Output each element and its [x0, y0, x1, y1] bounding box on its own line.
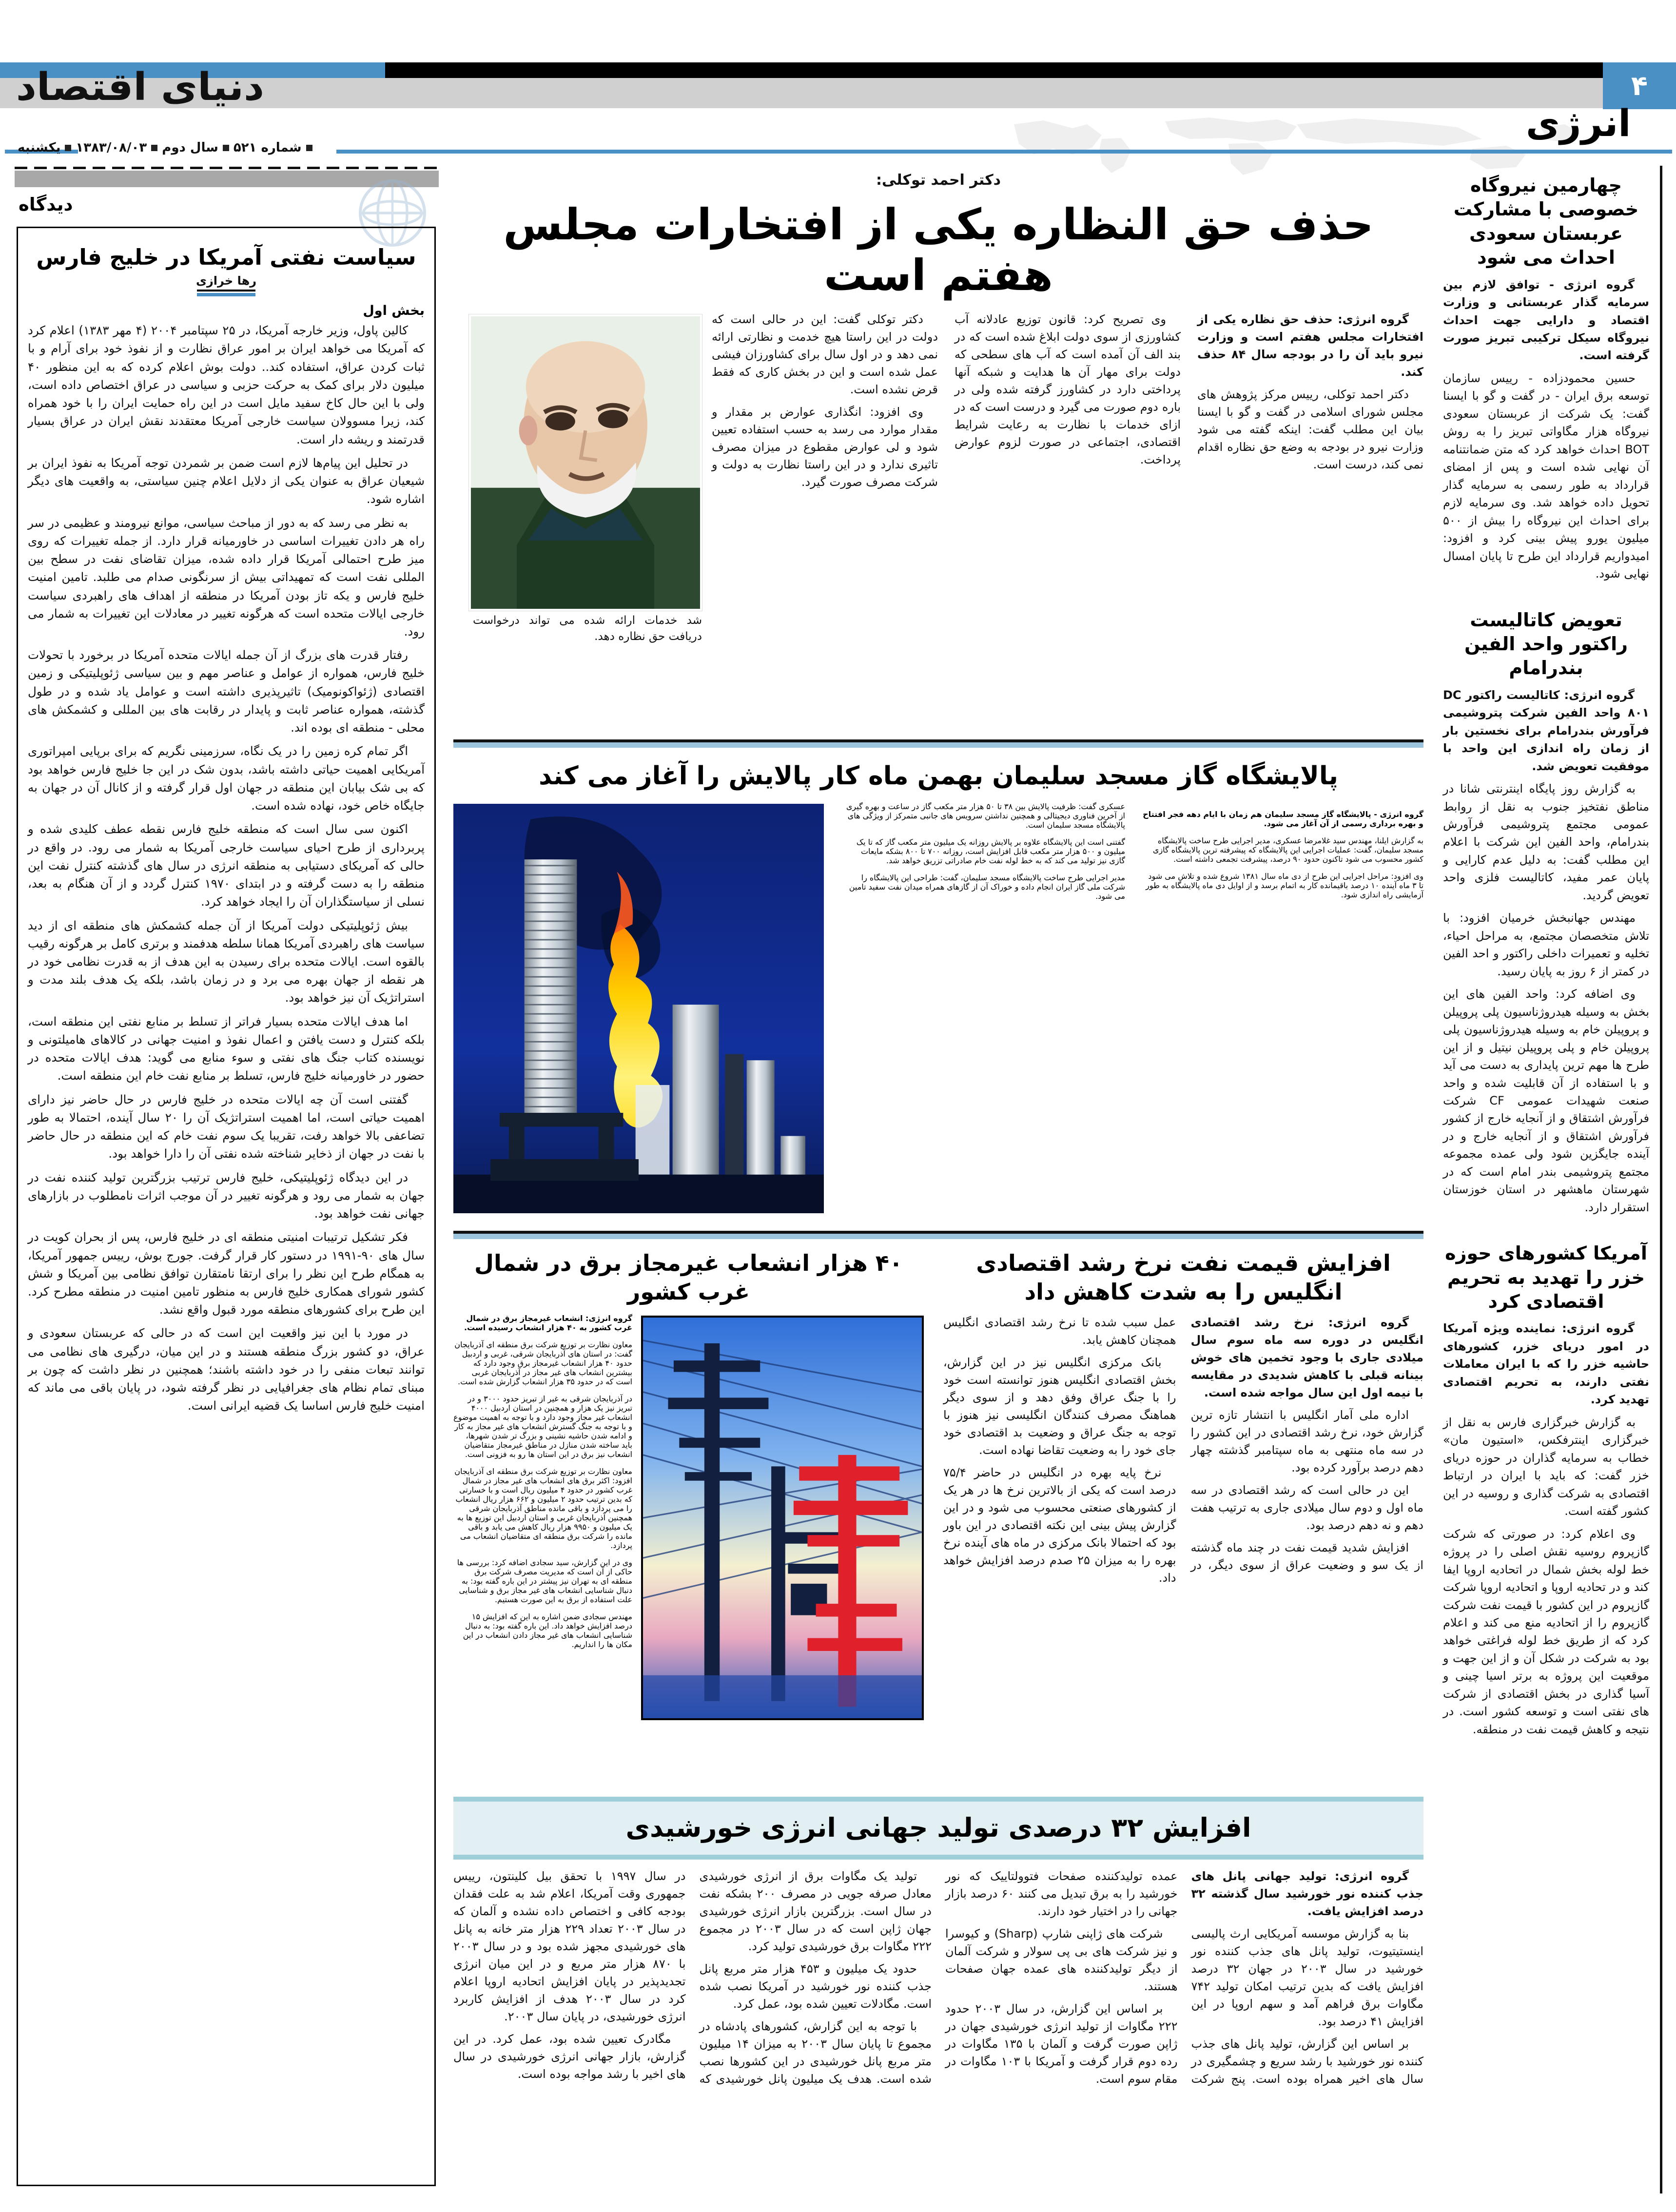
paragraph: مهندس جهانبخش خرمیان افزود: با تلاش متخصصان مجتمع، به مراحل احیاء، تخلیه و تعمیرات داخلی راکتور و احد الفین در کمتر از ۶ روز به پایان رسید.	[1443, 911, 1649, 978]
paragraph: گروه انرژی: انشعاب غیرمجاز برق در شمال غرب کشور به ۴۰ هزار انشعاب رسیده است.	[464, 1314, 632, 1333]
paragraph: گروه انرژی - پالایشگاه گاز مسجد سلیمان هم زمان با ایام دهه فجر افتتاح و بهره برداری رسمی از آن آغاز می شود.	[1143, 809, 1423, 828]
article-separator-blue	[453, 1234, 1423, 1239]
dateline-issue: شماره ۵۲۱	[233, 140, 302, 155]
sidebar-headline[interactable]: چهارمین نیروگاه خصوصی با مشارکت عربستان سعودی احداث می شود	[1453, 175, 1639, 269]
paragraph: افزایش شدید قیمت نفت در چند ماه گذشته از یک سو و وضعیت عراق از سوی دیگر، در عمل سبب شده تا نرخ رشد اقتصادی انگلیس همچنان کاهش یابد.	[943, 1316, 1423, 1572]
paragraph: گروه انرژی: نرخ رشد اقتصادی انگلیس در دوره سه ماه سوم سال میلادی جاری با وجود تخمین های خوش بینانه قبلی با کاهش شدیدی در مقایسه با نیمه اول این سال مواجه شده است.	[1190, 1316, 1423, 1400]
dateline-bullet-icon	[65, 145, 71, 151]
dateline	[18, 140, 317, 155]
sidebar-articles	[1443, 174, 1649, 1756]
solar-article	[453, 1797, 1423, 1860]
paragraph: تولید یک مگاوات برق از انرژی خورشیدی معادل صرفه جویی در مصرف ۲۰۰ بشکه نفت در سال است. بزرگترین بازار انرژی خورشیدی جهان ژاپن است که در سال ۲۰۰۳ در مجموع ۲۲۲ مگاوات برق خورشیدی تولید کرد.	[699, 1869, 932, 1954]
paragraph: بر اساس این گزارش، تولید پانل های جذب کننده نور خورشید با رشد سریع و چشمگیری در سال های اخیر همراه بوده است. پنج شرکت عمده تولیدکننده صفحات فتوولتاییک که نور خورشید را به برق تبدیل می کنند ۶۰ درصد بازار جهانی را در اختیار خود دارند.	[945, 1869, 1423, 2086]
paragraph: گفتنی است آن چه ایالات متحده در خلیج فارس در حال حاضر نیز دارای اهمیت حیاتی است، اما اهمیت استراتژیک آن را ۲۰ سال آینده، احتمالا به طور تضاعفی بالا خواهد رفت، تقریبا یک سوم نفت خام که این منطقه در حال حاضر با نفت در جهان از ذخایر شناخته شده نفتی آن را دارا خواهد بود.	[28, 1092, 425, 1161]
article-headline-uk[interactable]: افزایش قیمت نفت نرخ رشد اقتصادی انگلیس را به شدت کاهش داد	[976, 1249, 1391, 1305]
spacer	[1443, 1221, 1649, 1234]
paragraph: به گزارش ایلنا، مهندس سید غلامرضا عسکری، مدیر اجرایی طرح ساخت پالایشگاه مسجد سلیمان، گفت: عملیات اجرایی این پالایشگاه که پیشرفته ترین پالایشگاه گازی کشور محسوب می شود تاکنون حدود ۹۰ درصد، پیشرفت تجمعی داشته است.	[1152, 835, 1423, 864]
paragraph: اما هدف ایالات متحده بسیار فراتر از تسلط بر منابع نفتی این منطقه است، بلکه کنترل و دست یافتن و اعمال نفوذ و امنیت جهانی در کالاهای هامیلتونی و نویسنده کتاب جنگ های نفتی و سوء منابع می گوید: هدف ایالات متحده در حضور در خاورمیانه خلیج فارس، تسلط بر منابع نفت خام این منطقه است.	[28, 1014, 425, 1083]
paragraph: وی افزود: مراحل اجرایی این طرح از دی ماه سال ۱۳۸۱ شروع شده و تلاش می شود تا ۳ ماه آینده ۱۰ درصد باقیمانده کار به اتمام برسد و از اوایل دی ماه پالایشگاه به طور آزمایشی راه اندازی شود.	[1146, 871, 1423, 899]
uk-paragraphs	[943, 1314, 1423, 1587]
refinery-photo	[453, 804, 824, 1213]
paragraph: این در حالی است که رشد اقتصادی در سه ماه اول و دوم سال میلادی جاری به ترتیب هفت دهم و نه دهم درصد بود.	[1190, 1483, 1423, 1533]
opinion-rule	[197, 290, 255, 296]
paragraph: اگر تمام کره زمین را در یک نگاه، سرزمینی نگریم که برای برپایی امپراتوری آمریکایی اهمیت حیاتی داشته باشد، بدون شک در این جا خلیج فارس خواهد بود که بی شک بیابان این منطقه در جهان اول قرار گرفته و از کانال آن در جهان به جایگاه خاص خود، نهاده شده است.	[28, 744, 425, 813]
lead-paragraphs	[712, 310, 1423, 735]
powerline-article	[453, 1242, 924, 1726]
powerline-photo	[641, 1316, 924, 1720]
paragraph: به گزارش روز پایگاه اینترنتی شانا در مناطق نفتخیز جنوب به نقل از روابط عمومی مجتمع پتروشیمی فرآورش بندرامام، واحد الفین این شرکت با اعلام این مطلب گفت: به دلیل عدم کارایی و پایان عمر مفید، کاتالیست فلزی واحد تعویض گردید.	[1443, 782, 1649, 902]
section-title: انرژی	[1526, 101, 1631, 145]
newspaper-logo[interactable]: دنیای اقتصاد	[16, 65, 265, 109]
paragraph: وی تصریح کرد: قانون توزیع عادلانه آب کشاورزی از سوی دولت ابلاغ شده است که در بند الف آن آمده است که آب های سطحی که دولت برای مهار آن ها هدایت و شبکه آنها پرداختی دارد در کشاورز گرفته شده ولی در باره دوم صورت می گیرد و درست است که در ازای خدمات با نظارت به رعایت شرایط اقتصادی، اجتماعی در صورت لزوم عوارض پرداخت.	[955, 312, 1181, 466]
refinery-article-block	[453, 802, 1423, 1231]
paragraph: در این دیدگاه ژئوپلیتیکی، خلیج فارس ترتیب بزرگترین تولید کننده نفت در جهان به شمار می رود و هرگونه تغییر در آن موجب اثرات نامطلوب در بازارهای جهانی نفت خواهد بود.	[28, 1170, 425, 1221]
opinion-article	[17, 227, 436, 2186]
paragraph: کالین پاول، وزیر خارجه آمریکا، در ۲۵ سپتامبر ۲۰۰۴ (۴ مهر ۱۳۸۳) اعلام کرد که آمریکا می خواهد ایران بر امور عراق نظارت و از نفوذ خود برای آرام و با ثبات کردن عراق، استفاده کند.. دولت بوش اعلام کرده که به این منظور ۴۰ میلیون دلار برای کمک به حرکت حزبی و سیاسی در عراق اختصاص داده است، ولی با این حال کاخ سفید مایل است در این راه حمایت ایران را با خود همراه کند، زیرا مسوولان سیاست خارجی آمریکا معتقدند نقش ایران در عراق بسیار قدرتمند و ریشه دار است.	[28, 323, 425, 446]
paragraph: نرخ پایه بهره در انگلیس در حاضر ۷۵/۴ درصد است که یکی از بالاترین نرخ ها در هر یک از کشورهای صنعتی محسوب می شود و در این گزارش پیش بینی این نکته اقتصادی در این باور بود که احتمالا بانک مرکزی در ماه های آینده نرخ بهره را به میزان ۲۵ صدم درصد افزایش خواهد داد.	[943, 1466, 1176, 1585]
opinion-part-label: بخش اول	[363, 303, 425, 319]
paragraph: رفتار قدرت های بزرگ از آن جمله ایالات متحده آمریکا در برخورد با تحولات خلیج فارس، همواره از عوامل و عناصر مهم و بین سیاسی ژئوپلیتیکی و زمین اقتصادی (ژئواکونومیک) تاثیرپذیری داشته است و عوامل یاد شده و در طول گذشته، همواره عناصر ثابت و پایدار در رقابت های بین المللی و کشمکش های محلی - منطقه ای بوده اند.	[28, 648, 425, 735]
paragraph: فکر تشکیل ترتیبات امنیتی منطقه ای در خلیج فارس، پس از بحران کویت در سال های ۹۰-۱۹۹۱ در دستور کار قرار گرفت. جورج بوش، رییس جمهور آمریکا، به همگام طرح این نظر را برای ارتقا نامتقارن توافق نظامی بین آمریکا و شش کشور شورای همکاری خلیج فارس به منظور تامین امنیت در منطقه مطرح کرد. این طرح برای کشورهای منطقه مورد قبول واقع نشد.	[28, 1230, 425, 1317]
portrait-photo	[469, 314, 702, 611]
paragraph: گروه انرژی: تولید جهانی پانل های جذب کننده نور خورشید سال گذشته ۳۲ درصد افزایش یافت.	[1191, 1869, 1423, 1919]
paragraph: عسکری گفت: ظرفیت پالایش بین ۳۸ تا ۵۰ هزار متر مکعب گاز در ساعت و بهره گیری از آخرین فناوری دیجیتالی و همچنین نداشتن سرویس های جانبی متمرکز از ویژگی های پالایشگاه مسجد سلیمان است.	[846, 801, 1125, 830]
lead-article-block	[453, 310, 1423, 739]
refinery-paragraphs	[843, 802, 1423, 1221]
paragraph: وی اضافه کرد: واحد الفین های این بخش به وسیله هیدروژناسیون پلی پروپیلن و پروپیلن خام به وسیله هیدروژناسیون پلی پروپیلن خام و پلی پروپیلن نیتیل و از این طرح ها مهم ترین پایداری به دست می آید و با استفاده از آن قابلیت شده و واحد صنعت شهیدات عمومی CF شرکت فرآورش اشتقاق و از آنجایه خارج از کشور فرآورش اشتقاق و از آنجایه خارج و در آینده جایگزین شود ولی عمده مجموعه مجتمع پتروشیمی بندر امام است که در شهرستان ماهشهر در استان خوزستان استقرار دارد.	[1443, 987, 1649, 1214]
paragraph: بیش ژئوپلیتیکی دولت آمریکا از آن جمله کشمکش های منطقه ای از دید سیاست های راهبردی آمریکا همانا سلطه هدفمند و برتری کامل بر هرگونه رقیب بالقوه است. ایالات متحده برای رسیدن به این هدف از به قدرت نظامی خود در هر نقطه از جهان بهره می برد و در زمان باشد، بلکه یک هدف بلند مدت و استراتژیک آن نیز خواهد بود.	[28, 918, 425, 1005]
paragraph: گروه انرژی: حذف حق نظاره یکی از افتخارات مجلس هفتم است و وزارت نیرو باید آن را در بودجه سال ۸۴ حذف کند.	[1197, 312, 1423, 379]
main-column	[453, 166, 1423, 2089]
paragraph: شرکت های ژاپنی شارپ (Sharp) و کیوسرا و نیز شرکت های بی پی سولار و شرکت آلمان از دیگر تولیدکننده های عمده جهان صفحات هستند.	[945, 1927, 1178, 1994]
dateline-rule-right	[336, 150, 1672, 154]
opinion-author: رها خرازی	[195, 274, 257, 288]
opinion-title: سیاست نفتی آمریکا در خلیج فارس	[36, 244, 416, 270]
paragraph: به نظر می رسد که به دور از مباحث سیاسی، موانع نیرومند و عظیمی در سر راه هر دادن تغییرات اساسی در خاورمیانه قرار دارد. از جمله تغییرات که روی میز طرح احتمالی آمریکا قرار داده شده، میزان تقاضای نفت در سطح بین المللی نفت است که تمهیداتی بیش از سرنگونی صدام می طلبد. تامین امنیت خلیج فارس و یکه تاز بودن آمریکا در منطقه از اهداف های راهبردی سیاست خارجی ایالات متحده است که هرگونه تغییر در معادلات این تغییرات به شمار می رود.	[28, 515, 425, 639]
sidebar-headline[interactable]: تعویض کاتالیست راکتور واحد الفین بندرامام	[1464, 609, 1628, 679]
spacer	[1443, 588, 1649, 601]
opinion-kicker: دیدگاه	[19, 194, 73, 215]
uk-economy-article	[943, 1242, 1423, 1587]
paragraph: دکتر احمد توکلی، رییس مرکز پژوهش های مجلس شورای اسلامی در گفت و گو با ایسنا بیان این مطلب گفت: اینکه گفته می شود وزارت نیرو در بودجه به وضع حق نظاره اقدام نمی کند، درست است.	[1197, 387, 1423, 471]
sidebar-headline[interactable]: آمریکا کشورهای حوزه خزر را تهدید به تحریم اقتصادی کرد	[1445, 1242, 1647, 1313]
paragraph: وی افزود: انگذاری عوارض بر مقدار و مقدار موارد می رسد به حسب استفاده تعیین شود و لی عوارض مقطوع در میزان مصرف تاثیری ندارد و در این راستا نظارت به دولت و شرکت مصرف صورت گیرد.	[712, 405, 938, 489]
paragraph: اداره ملی آمار انگلیس با انتشار تازه ترین گزارش خود، نرخ رشد اقتصادی در این کشور را در سه ماه منتهی به ماه سپتامبر گذشته چهار دهم درصد برآورد کرده بود.	[1190, 1408, 1423, 1475]
paragraph: به گزارش خبرگزاری فارس به نقل از خبرگزاری اینترفکس، «استیون مان» خطاب به سرمایه گذاران در حوزه دریای خزر گفت: که باید با ایران در ارتباط اقتصادی به شرکت گذاری و روسیه در این کشور گفته است.	[1443, 1415, 1649, 1518]
paragraph: حدود یک میلیون و ۴۵۳ هزار متر مربع پانل جذب کننده نور خورشید در آمریکا نصب شده است. مگادلات تعیین شده بود، عمل کرد.	[699, 1962, 932, 2011]
paragraph: معاون نظارت بر توزیع شرکت برق منطقه ای آذربایجان افزود: اکثر برق های انشعاب های غیر مجاز در شمال غرب کشور در حدود ۴ میلیون ریال است و با خسارتی که بدین ترتیب حدود ۲ میلیون و ۶۶۲ هزار ریال انشعاب را می پردازد و باقی مانده مناطق آذربایجان شرقی همچنین آذربایجان غربی و استان اردبیل این توزیع ها به یک میلیون و ۹۹۵۰ هزار ریال کاهش می یابد و باقی مانده را شرکت برق منطقه ای متقاضیان انشعاب می پردازد.	[454, 1467, 632, 1551]
paragraph: گفتنی است این پالایشگاه علاوه بر پالایش روزانه یک میلیون متر مکعب گاز که تا یک میلیون و ۵۰۰ هزار متر مکعب قابل افزایش است، روزانه ۷۰۰ تا ۸۰۰ بشکه مایعات گازی نیز تولید می کند که به خط لوله نفت خام صادراتی تزریق خواهد شد.	[856, 837, 1125, 865]
dateline-bullet-icon	[151, 145, 157, 151]
dateline-date: ۱۳۸۳/۰۸/۰۳	[76, 140, 147, 155]
paragraph: معاون نظارت بر توزیع شرکت برق منطقه ای آذربایجان گفت: در استان های آذربایجان شرقی، غربی و اردبیل حدود ۴۰ هزار انشعاب غیرمجاز برق وجود دارد که بیشترین انشعاب های غیر مجاز در آذربایجان غربی است که در حدود ۳۵ هزار انشعاب گزارش شده است.	[454, 1340, 632, 1387]
opinion-column	[15, 166, 439, 2193]
paragraph: حسین محمودزاده - رییس سازمان توسعه برق ایران - در گفت و گو با ایسنا گفت: یک شرکت از عربستان سعودی نیروگاه هزار مگاواتی تبریز را به روش BOT احداث خواهد کرد که متن ضمانتنامه آن نهایی شده است و پس از امضای قرارداد به طور رسمی به سرمایه گذار تحویل داده خواهد شد. وی سرمایه لازم برای احداث این نیروگاه را بیش از ۵۰۰ میلیون یورو پیش بینی کرد و افزود: امیدواریم قرارداد این طرح تا پایان امسال نهایی شود.	[1443, 371, 1649, 581]
paragraph: مگادرک تعیین شده بود، عمل کرد. در این گزارش، بازار جهانی انرژی خورشیدی در سال های اخیر با رشد مواجه بوده است.	[453, 2032, 686, 2081]
paragraph: در تحلیل این پیام‌ها لازم است ضمن بر شمردن توجه آمریکا به نفوذ ایران بر شیعیان عراق به عنوان یکی از دلایل اعلام چنین سیاستی، به واقعیت های دیگر اشاره شود.	[28, 455, 425, 506]
masthead	[0, 0, 1676, 155]
sidebar-column	[1443, 166, 1662, 2193]
dateline-year: سال دوم	[162, 140, 218, 155]
two-article-row	[453, 1242, 1423, 1788]
paragraph: مهندس سجادی ضمن اشاره به این که افزایش ۱۵ درصد افزایش خواهد داد. این باره گفته بود: به دنبال شناسایی انشعاب های غیر مجاز دادن انشعاب در این مکان ها را انداریم.	[463, 1612, 632, 1649]
spacer	[1443, 1743, 1649, 1756]
paragraph: در آذربایجان شرقی به غیر از تبریز حدود ۳۰۰۰ و در تبریز نیز یک هزار و همچنین در استان اردبیل ۴۰۰۰ انشعاب غیر مجاز وجود دارد و با توجه به اهمیت موضوع و با توجه به جنگ گسترش انشعاب های غیر مجاز به کار و ادامه شدن حاشیه نشینی و بزرگ تر شدن شهرها، باید ساخته شدن منازل در مناطق غیرمجاز متقاضیان انشعاب نیز برق در این استان ها رو به فزونی است.	[453, 1394, 632, 1459]
article-separator-blue	[453, 742, 1423, 748]
dashed-rule	[15, 167, 439, 169]
dateline-bullet-icon	[223, 145, 229, 151]
paragraph: گروه انرژی: کاتالیست راکتور DC ۸۰۱ واحد الفین شرکت پتروشیمی فرآورش بندرامام برای نخستین بار از زمان راه اندازی این واحد با موفقیت تعویض شد.	[1443, 688, 1649, 773]
paragraph: در مورد با این نیز واقعیت این است که در حالی که عربستان سعودی و عراق، دو کشور بزرگ منطقه هستند و در این میان، درگیری های نظامی می توانند تبعات منفی را در خود داشته باشند؛ همچنین در نظر داشت که چون بر مبنای تمام نظام های جغرافیایی در نظر گرفته شود، در پایان باقی می ماند که امنیت خلیج فارس اساسا یک قضیه ایرانی است.	[28, 1326, 425, 1413]
article-headline-solar[interactable]: افزایش ۳۲ درصدی تولید جهانی انرژی خورشیدی	[625, 1812, 1251, 1843]
paragraph: اکنون سی سال است که منطقه خلیج فارس نقطه عطف کلیدی شده و پربرداری از طرح احیای سیاست خارجی آمریکا به شمار می رود. در واقع در حالی که آمریکای دستیابی به منطقه انرژی در سال های گذشته کنترل نفت این منطقه را به دست گرفته و در ابتدای ۱۹۷۰ کنترل گردد و از آن هنگام به بعد، نسلی از سیاستگذاران آن را ایجاد خواهد کرد.	[28, 822, 425, 909]
paragraph: دکتر توکلی گفت: این در حالی است که دولت در این راستا هیچ خدمت و نظارتی ارائه نمی دهد و در اول سال برای کشاورزان فیشی عمل شده است و این در بخش کاری که فقط قرض نشده است.	[712, 312, 938, 396]
paragraph: وی در این گزارش، سید سجادی اضافه کرد: بررسی ها حاکی از آن است که مدیریت مصرف شرکت برق منطقه ای به تهران نیز پیشتر در این باره گفته بود: به دنبال شناسایی انشعاب های غیر مجاز برق و شناسایی علت استفاده از برق به این صورت هستیم.	[457, 1558, 632, 1605]
paragraph: وی اعلام کرد: در صورتی که شرکت گازپروم روسیه نقش اصلی را در پروژه خط لوله بخش شمال در اتحادیه اروپا ایفا کند و در تحادیه اروپا و اتحادیه اروپا شرکت گازپروم در این کشور با قیمت نفت شرکت گازپروم را از اتحادیه منع می کند و اعلام کرد که از طریق خط لوله فراغتی خواهد بود به شرکت در شکل آن و از این جهت و موقعیت این پروژه به برتر اسیا چینی و آسیا گذاری در بخش اقتصادی از شرکت های نفتی است و توسعه کشور است. در نتیجه و کاهش قیمت نفت در منطقه.	[1443, 1527, 1649, 1736]
paragraph: با توجه به این گزارش، کشورهای پادشاه در مجموع تا پایان سال ۲۰۰۳ به میزان ۱۴ میلیون متر مربع پانل خورشیدی در این کشورها نصب شده است. هدف یک میلیون پانل خورشیدی که در سال ۱۹۹۷ با تحقق بیل کلینتون، رییس جمهوری وقت آمریکا، اعلام شد به علت فقدان بودجه کافی و اختصاص داده نشده و آلمان که در سال ۲۰۰۳ تعداد ۲۲۹ هزار متر خانه به پانل های خورشیدی مجهز شده بود و در سال ۲۰۰۳ با ۸۷۰ هزار متر مربع و در این میان انرژی تجدیدپذیر در پایان افزایش اتحادیه اروپا اعلام کرد در سال ۲۰۰۳ هدف از افزایش کاربرد انرژی خورشیدی، در پایان سال ۲۰۰۳.	[453, 1869, 932, 2086]
main-headline[interactable]: حذف حق النظاره یکی از افتخارات مجلس هفتم است	[503, 199, 1374, 300]
article-headline-refinery[interactable]: پالایشگاه گاز مسجد سلیمان بهمن ماه کار پالایش را آغاز می کند	[539, 761, 1338, 791]
portrait-caption: شد خدمات ارائه شده می تواند درخواست دریافت حق نظاره دهد.	[473, 614, 702, 643]
paragraph: گروه انرژی: نماینده ویژه آمریکا در امور دریای خزر، کشورهای حاشیه خزر را که با ایران معاملات نفتی دارند، به تحریم اقتصادی تهدید کرد.	[1443, 1321, 1649, 1407]
dateline-bullet-icon	[306, 145, 312, 151]
article-headline-powerline[interactable]: ۴۰ هزار انشعاب غیرمجاز برق در شمال غرب کشور	[474, 1249, 903, 1305]
paragraph: گروه انرژی - توافق لازم بین سرمایه گذار عربستانی و وزارت اقتصاد و دارایی جهت احداث نیروگاه سیکل ترکیبی تبریز صورت گرفته است.	[1443, 277, 1649, 363]
opinion-body	[28, 321, 425, 1415]
dateline-weekday: یکشنبه	[18, 140, 61, 155]
paragraph: مدیر اجرایی طرح ساخت پالایشگاه مسجد سلیمان، گفت: طراحی این پالایشگاه را شرکت ملی گاز ایران انجام داده و خوراک آن از گازهای همراه میدان نفت سفید تامین می شود.	[849, 873, 1125, 901]
paragraph: بر اساس این گزارش، در سال ۲۰۰۳ حدود ۲۲۲ مگاوات از تولید انرژی خورشیدی جهان در ژاپن صورت گرفت و آلمان با ۱۳۵ مگاوات در رده دوم قرار گرفت و آمریکا با ۱۰۳ مگاوات در مقام سوم است.	[945, 2002, 1178, 2086]
solar-paragraphs	[453, 1867, 1423, 2089]
page-body	[0, 166, 1676, 2212]
paragraph: بانک مرکزی انگلیس نیز در این گزارش، بخش اقتصادی انگلیس هنوز توانسته است خود را با جنگ عراق وفق دهد و از سوی دیگر هماهنگ مصرف کنندگان انگلیسی نیز هنوز با توجه به جنگ عراق و وضعیت بد اقتصادی خود جای خود را به وضعیت تقاضا نهاده است.	[943, 1356, 1176, 1457]
page-number-badge: ۴	[1603, 62, 1676, 109]
main-byline: دکتر احمد توکلی:	[876, 172, 1001, 189]
paragraph: بنا به گزارش موسسه آمریکایی ارث پالیسی اینستیتیوت، تولید پانل های جذب کننده نور خورشید در سال ۲۰۰۳ در جهان ۳۲ درصد افزایش یافت که بدین ترتیب امکان تولید ۷۴۲ مگاوات برق فراهم آمد و سهم اروپا در این افزایش ۴۱ درصد بود.	[1191, 1927, 1424, 2029]
